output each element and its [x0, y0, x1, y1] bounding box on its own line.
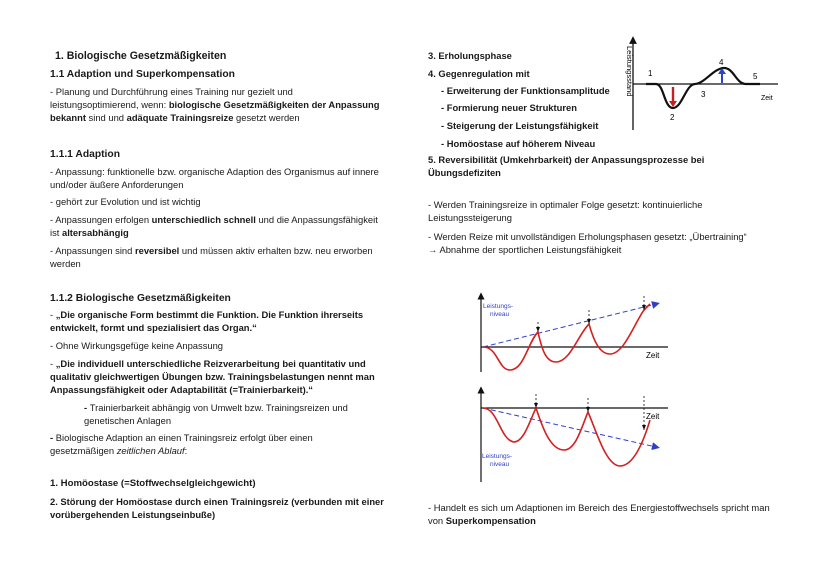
zeitlicher-ablauf: - Biologische Adaption an einen Trainingsreiz erfolgt über einen gesetzmäßigen zeitlichen Ablauf:	[50, 432, 313, 456]
step-gegenregulation: 4. Gegenregulation mit	[428, 68, 530, 79]
point-5: 5	[753, 72, 758, 81]
sub-strukturen: - Formierung neuer Strukturen	[441, 102, 577, 113]
top-label-1: Leistungs-	[483, 303, 513, 310]
trainierbarkeit-note: - Trainierbarkeit abhängig von Umwelt bzw. Trainingsreizen und genetischen Anlagen	[84, 402, 348, 426]
superkompensation-curve	[646, 68, 760, 108]
ylabel: Leistungsstand	[625, 46, 634, 97]
optimal-folge: - Werden Trainingsreize in optimaler Folge gesetzt: kontinuierliche Leistungssteigerung	[428, 199, 703, 223]
bottom-stimulus-3-head	[642, 425, 646, 430]
panel-uebertraining	[481, 390, 668, 482]
bottom-label-1: Leistungs-	[482, 453, 512, 460]
step-homoeostase: 1. Homöostase (=Stoffwechselgleichgewicht)	[50, 478, 256, 489]
sub-hoeheres-niveau: - Homöostase auf höherem Niveau	[441, 138, 596, 149]
bottom-xlabel: Zeit	[646, 412, 660, 421]
uebertraining: - Werden Reize mit unvollständigen Erholungsphasen gesetzt: „Übertraining“ → Abnahme der sportlichen Leistungsfähigkeit	[428, 231, 747, 255]
bottom-stimulus-1-head	[534, 403, 538, 408]
adaption-point-1: - Anpassung: funktionelle bzw. organische Adaption des Organismus auf innere und/oder äußere Anforderungen	[50, 166, 379, 190]
point-2: 2	[670, 113, 675, 122]
top-label-2: niveau	[490, 311, 510, 318]
trainingsreiz-diagram	[468, 290, 678, 486]
top-stimulus-1-head	[536, 327, 540, 332]
panel-optimal	[481, 296, 668, 372]
quote-form-funktion: - „Die organische Form bestimmt die Funktion. Die Funktion ihrerseits entwickelt, formt und spezialisiert das Organ.“	[50, 309, 364, 333]
bottom-stimulus-2-head	[586, 407, 590, 412]
point-4: 4	[719, 58, 724, 67]
bottom-label-2: niveau	[490, 461, 510, 468]
adaption-point-4: - Anpassungen sind reversibel und müssen aktiv erhalten bzw. neu erworben werden	[50, 245, 373, 269]
point-1: 1	[648, 69, 653, 78]
step-reversibilitaet: 5. Reversibilität (Umkehrbarkeit) der Anpassungsprozesse bei Übungsdefiziten	[428, 154, 705, 178]
heading-adaption-superkompensation: 1.1 Adaption und Superkompensation	[50, 69, 235, 80]
bottom-trend-line	[483, 408, 656, 447]
heading-biologische-gesetzmaessigkeiten: 1. Biologische Gesetzmäßigkeiten	[55, 50, 227, 62]
step-erholungsphase: 3. Erholungsphase	[428, 50, 512, 61]
adaption-point-2: - gehört zur Evolution und ist wichtig	[50, 196, 201, 207]
superkompensation-note: - Handelt es sich um Adaptionen im Bereich des Energiestoffwechsels spricht man von Superkompensation	[428, 502, 770, 526]
ohne-wirkungsgefuege: - Ohne Wirkungsgefüge keine Anpassung	[50, 340, 224, 351]
adaption-point-3: - Anpassungen erfolgen unterschiedlich schnell und die Anpassungsfähigkeit ist altersabhängig	[50, 214, 378, 238]
quote-reizverarbeitung: - „Die individuell unterschiedliche Reizverarbeitung bei quantitativ und qualitativ gleichwertigen Übungen bzw. Trainingsbelastungen nennt man Anpassungsfähigkeit oder Adaptabilität (=Trainierbarkeit).“	[50, 358, 375, 395]
heading-adaption: 1.1.1 Adaption	[50, 149, 120, 160]
superkompensation-diagram	[618, 34, 788, 134]
intro-paragraph: - Planung und Durchführung eines Training nur gezielt und leistungsoptimierend, wenn: biologische Gesetzmäßigkeiten der Anpassung bekannt sind und adäquate Trainingsreize gesetzt werden	[50, 86, 380, 123]
step-stoerung: 2. Störung der Homöostase durch einen Trainingsreiz (verbunden mit einer vorübergehenden Leistungseinbuße)	[50, 496, 384, 520]
point-3: 3	[701, 90, 706, 99]
sub-leistungsfaehigkeit: - Steigerung der Leistungsfähigkeit	[441, 120, 599, 131]
heading-biologische-gesetze: 1.1.2 Biologische Gesetzmäßigkeiten	[50, 293, 231, 304]
xlabel: Zeit	[761, 95, 773, 102]
top-xlabel: Zeit	[646, 351, 660, 360]
sub-funktionsamplitude: - Erweiterung der Funktionsamplitude	[441, 85, 610, 96]
